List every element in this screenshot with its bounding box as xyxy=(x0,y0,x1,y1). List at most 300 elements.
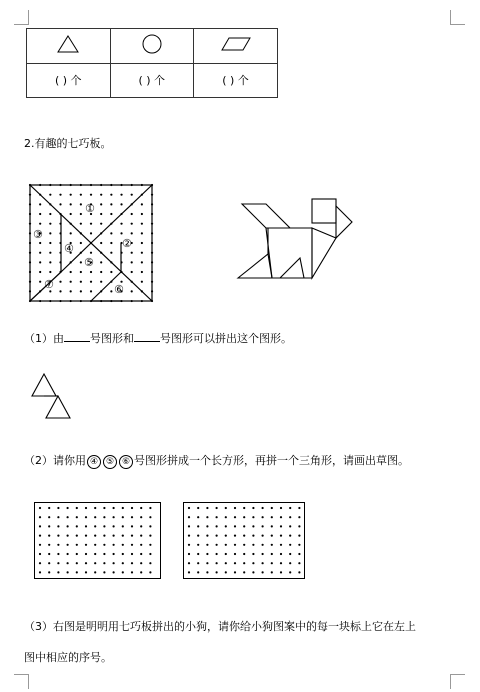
grid-dot xyxy=(188,525,190,527)
grid-dot xyxy=(122,553,124,555)
grid-dot xyxy=(103,571,105,573)
grid-dot xyxy=(113,544,115,546)
grid-dot xyxy=(298,535,300,537)
grid-dot xyxy=(113,535,115,537)
grid-dot xyxy=(252,535,254,537)
grid-dot xyxy=(90,281,92,283)
grid-dot xyxy=(289,507,291,509)
grid-dot xyxy=(216,571,218,573)
grid-dot xyxy=(141,281,143,283)
grid-dot xyxy=(103,525,105,527)
grid-dot xyxy=(90,252,92,254)
grid-dot xyxy=(280,507,282,509)
grid-dot xyxy=(234,516,236,518)
sub-question-1-suffix: 号图形可以拼出这个图形。 xyxy=(160,332,292,345)
grid-dot xyxy=(149,562,151,564)
grid-dot xyxy=(271,507,273,509)
grid-dot xyxy=(216,507,218,509)
grid-dot xyxy=(206,562,208,564)
tangram-label-7: ⑦ xyxy=(44,278,54,291)
grid-dot xyxy=(271,544,273,546)
grid-dot xyxy=(262,525,264,527)
grid-dot xyxy=(122,516,124,518)
grid-dot xyxy=(262,544,264,546)
grid-dot xyxy=(271,535,273,537)
grid-dot xyxy=(59,281,61,283)
parallelogram-cell xyxy=(194,29,278,64)
corner-mark-bottom-right xyxy=(450,674,465,689)
grid-dot xyxy=(39,203,41,205)
sub-question-3-line-2: 图中相应的序号。 xyxy=(24,651,112,664)
grid-dot xyxy=(280,535,282,537)
grid-dot xyxy=(197,571,199,573)
triangle-icon xyxy=(57,35,79,53)
grid-dot xyxy=(289,571,291,573)
grid-dot xyxy=(103,507,105,509)
grid-dot xyxy=(252,507,254,509)
grid-dot xyxy=(103,535,105,537)
grid-dot xyxy=(90,232,92,234)
grid-dot xyxy=(197,553,199,555)
grid-dot xyxy=(131,194,133,196)
grid-dot xyxy=(49,271,51,273)
grid-dot xyxy=(100,213,102,215)
grid-dot xyxy=(141,261,143,263)
grid-dot xyxy=(76,562,78,564)
grid-dot xyxy=(80,261,82,263)
grid-dot xyxy=(243,535,245,537)
grid-dot xyxy=(110,252,112,254)
grid-dot xyxy=(49,213,51,215)
grid-dot xyxy=(225,535,227,537)
grid-dot xyxy=(140,571,142,573)
grid-dot xyxy=(252,562,254,564)
grid-dot xyxy=(113,562,115,564)
grid-dot xyxy=(85,507,87,509)
dot-grid-rectangle-right[interactable] xyxy=(183,502,305,579)
tangram-label-2: ② xyxy=(122,237,132,250)
grid-dot xyxy=(141,232,143,234)
grid-dot xyxy=(80,213,82,215)
grid-dot xyxy=(122,562,124,564)
grid-dot xyxy=(67,544,69,546)
grid-dot xyxy=(206,535,208,537)
grid-dot xyxy=(131,544,133,546)
grid-dot xyxy=(131,290,133,292)
grid-dot xyxy=(243,516,245,518)
grid-dot xyxy=(197,562,199,564)
grid-dot xyxy=(280,525,282,527)
grid-dot xyxy=(188,544,190,546)
triangle-cell xyxy=(27,29,111,64)
grid-dot xyxy=(57,544,59,546)
grid-dot xyxy=(76,553,78,555)
sub-question-1 xyxy=(24,331,292,346)
grid-dot xyxy=(49,242,51,244)
grid-dot xyxy=(234,525,236,527)
tangram-label-3: ③ xyxy=(33,228,43,241)
grid-dot xyxy=(188,507,190,509)
grid-dot xyxy=(85,544,87,546)
grid-dot xyxy=(225,562,227,564)
grid-dot xyxy=(131,223,133,225)
grid-dot xyxy=(49,223,51,225)
grid-dot xyxy=(76,571,78,573)
grid-dot xyxy=(289,544,291,546)
grid-dot xyxy=(90,290,92,292)
grid-dot xyxy=(103,516,105,518)
grid-dot xyxy=(140,535,142,537)
circle-icon xyxy=(141,34,163,54)
grid-dot xyxy=(122,525,124,527)
grid-dot xyxy=(57,553,59,555)
grid-dot xyxy=(110,271,112,273)
grid-dot xyxy=(67,525,69,527)
grid-dot xyxy=(48,544,50,546)
grid-dot xyxy=(149,525,151,527)
grid-dot xyxy=(70,232,72,234)
grid-dot xyxy=(113,571,115,573)
grid-dot xyxy=(216,553,218,555)
grid-dot xyxy=(280,516,282,518)
grid-dot xyxy=(100,281,102,283)
grid-dot xyxy=(94,507,96,509)
grid-dot xyxy=(243,562,245,564)
grid-dot xyxy=(131,535,133,537)
question-2-title: 2.有趣的七巧板。 xyxy=(24,137,112,150)
grid-dot xyxy=(225,553,227,555)
grid-dot xyxy=(57,571,59,573)
grid-dot xyxy=(100,242,102,244)
grid-dot xyxy=(131,525,133,527)
grid-dot xyxy=(141,223,143,225)
grid-dot xyxy=(49,194,51,196)
grid-dot xyxy=(131,261,133,263)
grid-dot xyxy=(131,252,133,254)
grid-dot xyxy=(234,553,236,555)
grid-dot xyxy=(243,525,245,527)
grid-dot xyxy=(39,261,41,263)
grid-dot xyxy=(85,525,87,527)
grid-dot xyxy=(243,571,245,573)
shape-count-table xyxy=(26,28,278,98)
grid-dot xyxy=(85,562,87,564)
grid-dot xyxy=(120,223,122,225)
grid-dot xyxy=(252,553,254,555)
grid-dot xyxy=(48,535,50,537)
grid-dot xyxy=(57,507,59,509)
grid-dot xyxy=(141,203,143,205)
grid-dot xyxy=(216,535,218,537)
grid-dot xyxy=(94,553,96,555)
grid-dot xyxy=(298,562,300,564)
grid-dot xyxy=(49,252,51,254)
grid-dot xyxy=(48,507,50,509)
grid-dot xyxy=(188,562,190,564)
grid-dot xyxy=(262,516,264,518)
grid-dot xyxy=(131,232,133,234)
grid-dot xyxy=(225,544,227,546)
grid-dot xyxy=(39,281,41,283)
grid-dot xyxy=(113,553,115,555)
grid-dot xyxy=(262,507,264,509)
grid-dot xyxy=(59,203,61,205)
grid-dot xyxy=(262,535,264,537)
grid-dot xyxy=(110,232,112,234)
grid-dot xyxy=(110,242,112,244)
grid-dot xyxy=(140,544,142,546)
grid-dot xyxy=(94,516,96,518)
grid-dot xyxy=(70,281,72,283)
tangram-label-6: ⑥ xyxy=(114,283,124,296)
grid-dot xyxy=(271,553,273,555)
grid-dot xyxy=(57,535,59,537)
dot-grid-rectangle-left[interactable] xyxy=(34,502,161,579)
grid-dot xyxy=(110,290,112,292)
grid-dot xyxy=(39,535,41,537)
grid-dot xyxy=(100,261,102,263)
grid-dot xyxy=(49,232,51,234)
grid-dot xyxy=(289,525,291,527)
grid-dot xyxy=(57,516,59,518)
grid-dot xyxy=(80,242,82,244)
grid-dot xyxy=(197,544,199,546)
grid-dot xyxy=(289,562,291,564)
grid-dot xyxy=(131,562,133,564)
grid-dot xyxy=(271,571,273,573)
grid-dot xyxy=(80,223,82,225)
grid-dot xyxy=(70,194,72,196)
grid-dot xyxy=(39,242,41,244)
grid-dot xyxy=(80,203,82,205)
grid-dot xyxy=(122,507,124,509)
grid-dot xyxy=(59,194,61,196)
grid-dot xyxy=(94,525,96,527)
piece-number-6: ⑥ xyxy=(119,455,133,469)
grid-dot xyxy=(298,507,300,509)
grid-dot xyxy=(122,544,124,546)
grid-dot xyxy=(110,203,112,205)
grid-dot xyxy=(90,271,92,273)
grid-dot xyxy=(39,544,41,546)
grid-dot xyxy=(94,562,96,564)
grid-dot xyxy=(94,571,96,573)
grid-dot xyxy=(85,571,87,573)
grid-dot xyxy=(57,525,59,527)
tangram-label-4: ④ xyxy=(64,242,74,255)
grid-dot xyxy=(85,535,87,537)
sub-question-1-prefix: （1）由 xyxy=(24,332,64,345)
grid-dot xyxy=(252,544,254,546)
grid-dot xyxy=(94,544,96,546)
grid-dot xyxy=(39,223,41,225)
grid-dot xyxy=(206,507,208,509)
grid-dot xyxy=(80,194,82,196)
grid-dot xyxy=(131,516,133,518)
grid-dot xyxy=(197,507,199,509)
grid-dot xyxy=(131,507,133,509)
grid-dot xyxy=(113,516,115,518)
triangle-count-cell[interactable]: ( ) 个 xyxy=(27,63,111,98)
grid-dot xyxy=(206,571,208,573)
corner-mark-top-right xyxy=(450,10,465,25)
grid-dot xyxy=(90,223,92,225)
grid-dot xyxy=(289,516,291,518)
grid-dot xyxy=(39,252,41,254)
grid-dot xyxy=(67,571,69,573)
parallelogram-count-cell[interactable]: ( ) 个 xyxy=(194,63,278,98)
grid-dot xyxy=(76,544,78,546)
grid-dot xyxy=(197,525,199,527)
grid-dot xyxy=(94,535,96,537)
tangram-label-1: ① xyxy=(85,202,95,215)
grid-dot xyxy=(67,507,69,509)
sub-question-3-line-1: （3）右图是明明用七巧板拼出的小狗，请你给小狗图案中的每一块标上它在左上 xyxy=(24,620,416,633)
grid-dot xyxy=(298,571,300,573)
grid-dot xyxy=(70,203,72,205)
grid-dot xyxy=(122,535,124,537)
grid-dot xyxy=(243,553,245,555)
grid-dot xyxy=(39,553,41,555)
grid-dot xyxy=(80,281,82,283)
grid-dot xyxy=(48,571,50,573)
grid-dot xyxy=(100,203,102,205)
grid-dot xyxy=(197,535,199,537)
grid-dot xyxy=(113,507,115,509)
grid-dot xyxy=(110,213,112,215)
grid-dot xyxy=(140,525,142,527)
piece-number-4: ④ xyxy=(87,455,101,469)
grid-dot xyxy=(149,507,151,509)
grid-dot xyxy=(80,290,82,292)
grid-dot xyxy=(280,553,282,555)
circle-count-cell[interactable]: ( ) 个 xyxy=(110,63,194,98)
grid-dot xyxy=(149,571,151,573)
grid-dot xyxy=(59,290,61,292)
grid-dot xyxy=(100,223,102,225)
grid-dot xyxy=(110,194,112,196)
grid-dot xyxy=(85,516,87,518)
grid-dot xyxy=(48,553,50,555)
grid-dot xyxy=(243,507,245,509)
grid-dot xyxy=(67,562,69,564)
grid-dot xyxy=(103,553,105,555)
grid-dot xyxy=(120,194,122,196)
grid-dot xyxy=(188,516,190,518)
grid-dot xyxy=(289,553,291,555)
grid-dot xyxy=(298,516,300,518)
grid-dot xyxy=(67,516,69,518)
grid-dot xyxy=(216,544,218,546)
grid-dot xyxy=(113,525,115,527)
grid-dot xyxy=(298,544,300,546)
grid-dot xyxy=(252,571,254,573)
grid-dot xyxy=(298,553,300,555)
grid-dot xyxy=(188,535,190,537)
grid-dot xyxy=(48,562,50,564)
corner-mark-bottom-left xyxy=(14,674,29,689)
grid-dot xyxy=(120,203,122,205)
grid-dot xyxy=(131,271,133,273)
grid-dot xyxy=(76,525,78,527)
grid-dot xyxy=(48,516,50,518)
grid-dot xyxy=(225,525,227,527)
grid-dot xyxy=(298,525,300,527)
grid-dot xyxy=(131,571,133,573)
grid-dot xyxy=(234,507,236,509)
grid-dot xyxy=(49,261,51,263)
grid-dot xyxy=(140,553,142,555)
grid-dot xyxy=(140,516,142,518)
grid-dot xyxy=(70,213,72,215)
grid-dot xyxy=(90,194,92,196)
grid-dot xyxy=(225,516,227,518)
grid-dot xyxy=(67,553,69,555)
sub-question-2-prefix: （2）请你用 xyxy=(24,454,86,467)
grid-dot xyxy=(141,213,143,215)
grid-dot xyxy=(85,553,87,555)
grid-dot xyxy=(100,194,102,196)
grid-dot xyxy=(225,507,227,509)
grid-dot xyxy=(252,516,254,518)
grid-dot xyxy=(131,213,133,215)
grid-dot xyxy=(289,535,291,537)
grid-dot xyxy=(262,553,264,555)
sub-question-2 xyxy=(24,454,409,469)
tangram-square-figure xyxy=(24,182,156,304)
grid-dot xyxy=(76,516,78,518)
grid-dot xyxy=(280,562,282,564)
grid-dot xyxy=(141,271,143,273)
grid-dot xyxy=(149,544,151,546)
grid-dot xyxy=(39,213,41,215)
grid-dot xyxy=(103,544,105,546)
grid-dot xyxy=(262,571,264,573)
grid-dot xyxy=(234,562,236,564)
grid-dot xyxy=(141,242,143,244)
grid-dot xyxy=(206,553,208,555)
grid-dot xyxy=(280,544,282,546)
tangram-label-5: ⑤ xyxy=(84,256,94,269)
grid-dot xyxy=(70,290,72,292)
grid-dot xyxy=(76,507,78,509)
grid-dot xyxy=(140,562,142,564)
sub-question-1-blank-a[interactable] xyxy=(64,331,90,342)
grid-dot xyxy=(271,525,273,527)
grid-dot xyxy=(216,516,218,518)
sub-question-1-blank-b[interactable] xyxy=(134,331,160,342)
grid-dot xyxy=(280,571,282,573)
grid-dot xyxy=(39,516,41,518)
grid-dot xyxy=(271,516,273,518)
tangram-dog-figure xyxy=(232,196,364,290)
grid-dot xyxy=(262,562,264,564)
grid-dot xyxy=(141,252,143,254)
grid-dot xyxy=(140,507,142,509)
grid-dot xyxy=(225,571,227,573)
grid-dot xyxy=(149,553,151,555)
grid-dot xyxy=(39,525,41,527)
circle-cell xyxy=(110,29,194,64)
two-triangles-figure xyxy=(30,372,76,424)
grid-dot xyxy=(252,525,254,527)
grid-dot xyxy=(122,571,124,573)
grid-dot xyxy=(216,525,218,527)
grid-dot xyxy=(103,562,105,564)
grid-dot xyxy=(234,544,236,546)
grid-dot xyxy=(197,516,199,518)
grid-dot xyxy=(48,525,50,527)
